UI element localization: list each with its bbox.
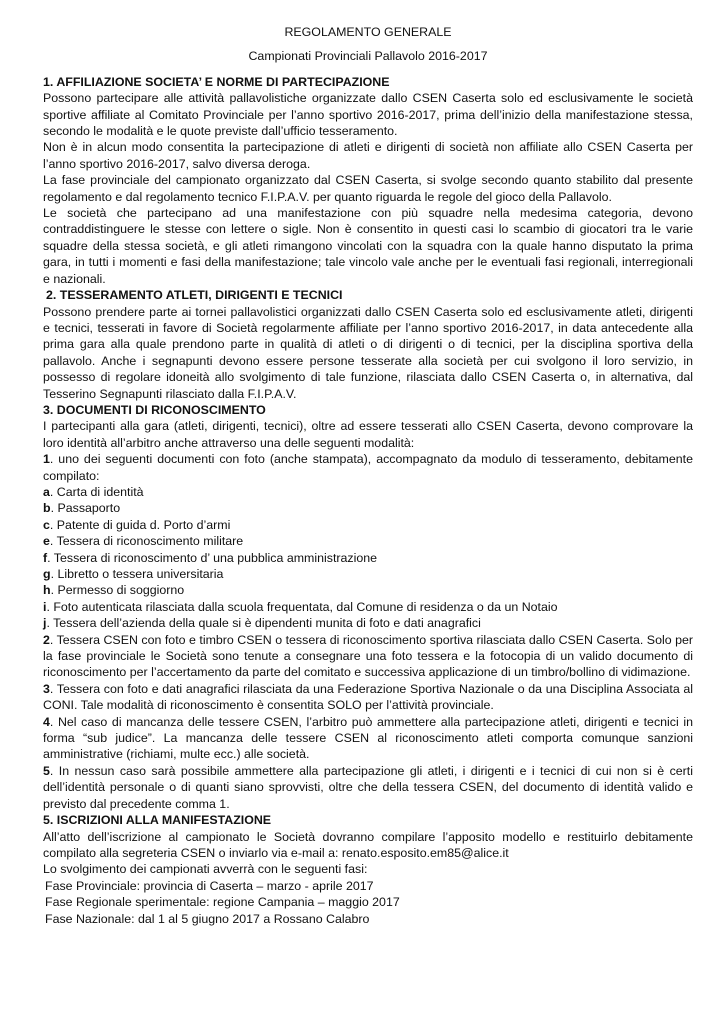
mode-item xyxy=(43,451,693,484)
document-letter: e xyxy=(43,534,50,549)
section-1-paragraph: La fase provinciale del campionato organizzato dal CSEN Caserta, si svolge secondo quanto stabilito dal presente regolamento e dal regolamento tecnico F.I.P.A.V. per quanto riguarda le regole del gioco della Pallavolo. xyxy=(43,173,693,204)
section-3-heading: 3. DOCUMENTI DI RICONOSCIMENTO xyxy=(43,402,266,417)
document-letter: j xyxy=(43,616,47,631)
document-text: . Permesso di soggiorno xyxy=(50,583,185,598)
document-text: . Libretto o tessera universitaria xyxy=(50,567,224,581)
document-item xyxy=(43,615,693,631)
document-item xyxy=(43,599,693,615)
document-letter: a xyxy=(43,484,50,499)
section-5-heading: 5. ISCRIZIONI ALLA MANIFESTAZIONE xyxy=(43,813,272,828)
document-item xyxy=(43,550,693,566)
document-text: . Tessera di riconoscimento militare xyxy=(49,534,244,549)
mode-item xyxy=(43,632,693,681)
mode-number: 4 xyxy=(43,714,50,729)
document-text: . Patente di guida d. Porto d’armi xyxy=(49,517,231,532)
document-item xyxy=(43,517,693,533)
mode-text: . Tessera con foto e dati anagrafici rilasciata da una Federazione Sportiva Nazionale o da una Disciplina Associata al CONI. Tale modalità di riconoscimento è consentita SOLO per l’attività provinciale. xyxy=(43,681,693,713)
phase-item: Fase Nazionale: dal 1 al 5 giugno 2017 a Rossano Calabro xyxy=(45,911,370,926)
document-text: . Foto autenticata rilasciata dalla scuola frequentata, dal Comune di residenza o da un Notaio xyxy=(46,599,558,614)
mode-number: 5 xyxy=(43,763,50,778)
document-title: REGOLAMENTO GENERALE xyxy=(284,25,452,39)
mode-text: . In nessun caso sarà possibile ammettere alla partecipazione gli atleti, i dirigenti e i tecnici di cui non si è certi dell’identità personale o di quanti siano sprovvisti, oltre che della tessera CSEN, del documento di identità valido e previsto dal precedente comma 1. xyxy=(43,763,693,811)
document-text: . Carta di identità xyxy=(49,484,144,499)
phases-intro: Lo svolgimento dei campionati avverrà con le seguenti fasi: xyxy=(43,862,368,877)
document-text: . Tessera di riconoscimento d’ una pubblica amministrazione xyxy=(47,550,378,565)
section-2-heading: 2. TESSERAMENTO ATLETI, DIRIGENTI E TECNICI xyxy=(46,288,343,303)
regulation-document xyxy=(43,22,693,927)
document-item xyxy=(43,533,693,549)
section-1-paragraph: Possono partecipare alle attività pallavolistiche organizzate dallo CSEN Caserta solo ed esclusivamente le società sportive affiliate al Comitato Provinciale per l’anno sportivo 2016-2017, prima dell’inizio della manifestazione stessa, secondo le modalità e le quote previste dall’ufficio tesseramento. xyxy=(43,91,693,139)
mode-item xyxy=(43,763,693,812)
mode-text: . Nel caso di mancanza delle tessere CSEN, l’arbitro può ammettere alla partecipazione atleti, dirigenti e tecnici in forma “sub judice”. La mancanza delle tessere CSEN al riconoscimento atleti comporta comunque sanzioni amministrative (richiami, multe ecc.) alle società. xyxy=(43,714,693,762)
mode-item xyxy=(43,714,693,763)
document-text: . Passaporto xyxy=(50,501,121,516)
document-subtitle: Campionati Provinciali Pallavolo 2016-2017 xyxy=(248,49,488,64)
section-1-paragraph: Le società che partecipano ad una manifestazione con più squadre nella medesima categoria, devono contraddistinguere le stesse con lettere o sigle. Non è consentito in questi casi lo scambio di giocatori tra le varie squadre della stessa società, e gli atleti rimangono vincolati con la squadra con la quale hanno disputato la prima gara, in tutti i momenti e fasi della manifestazione; tale vincolo vale anche per le eventuali fasi regionali, interregionali e nazionali. xyxy=(43,206,693,286)
phase-item: Fase Regionale sperimentale: regione Campania – maggio 2017 xyxy=(45,895,400,910)
document-letter: c xyxy=(43,517,50,532)
mode-number: 1 xyxy=(43,452,50,467)
document-item xyxy=(43,566,693,582)
mode-text: . Tessera CSEN con foto e timbro CSEN o tessera di riconoscimento sportiva rilasciata dallo CSEN Caserta. Solo per la fase provinciale le Società sono tenute a consegnare una foto tessera e la fotocopia di un valido documento di riconoscimento per l’accertamento da parte del comitato e successiva applicazione di un timbro/bollino di vidimazione. xyxy=(43,632,693,680)
document-letter: i xyxy=(43,599,47,614)
document-text: . Tessera dell’azienda della quale si è dipendenti munita di foto e dati anagrafici xyxy=(46,616,481,631)
section-1-paragraph: Non è in alcun modo consentita la partecipazione di atleti e dirigenti di società non affiliate allo CSEN Caserta per l’anno sportivo 2016-2017, salvo diversa deroga. xyxy=(43,140,693,171)
document-letter: h xyxy=(43,583,51,598)
document-letter: f xyxy=(43,550,48,565)
section-5-paragraph: All’atto dell’iscrizione al campionato le Società dovranno compilare l’apposito modello e restituirlo debitamente compilato alla segreteria CSEN o inviarlo via e-mail a: renato.esposito.em85@alice.it xyxy=(43,829,693,860)
section-2-paragraph: Possono prendere parte ai tornei pallavolistici organizzati dallo CSEN Caserta solo ed esclusivamente atleti, dirigenti e tecnici, tesserati in favore di Società regolarmente affiliate per l’anno sportivo 2016-2017, in data antecedente alla prima gara alla quale prendono parte in qualità di atleti o di dirigenti o di tecnici, per la disciplina sportiva della pallavolo. Anche i segnapunti devono essere persone tesserate alla società per cui svolgono il loro servizio, in possesso di regolare idoneità allo svolgimento di tale funzione, rilasciata dallo CSEN Caserta o, in alternativa, dal Tesserino Segnapunti rilasciato dalla F.I.P.A.V. xyxy=(43,304,693,401)
section-1-heading: 1. AFFILIAZIONE SOCIETA’ E NORME DI PARTECIPAZIONE xyxy=(43,74,390,89)
document-item xyxy=(43,484,693,500)
document-item xyxy=(43,582,693,598)
document-letter: g xyxy=(43,567,51,581)
mode-number: 3 xyxy=(43,681,50,696)
document-item xyxy=(43,500,693,516)
mode-item xyxy=(43,681,693,714)
section-3-intro: I partecipanti alla gara (atleti, dirigenti, tecnici), oltre ad essere tesserati allo CSEN Caserta, devono comprovare la loro identità all’arbitro anche attraverso una delle seguenti modalità: xyxy=(43,419,693,450)
mode-text: . uno dei seguenti documenti con foto (anche stampata), accompagnato da modulo di tesseramento, debitamente compilato: xyxy=(43,452,693,483)
phase-item: Fase Provinciale: provincia di Caserta – marzo - aprile 2017 xyxy=(45,878,374,893)
document-letter: b xyxy=(43,501,51,516)
mode-number: 2 xyxy=(43,632,50,647)
